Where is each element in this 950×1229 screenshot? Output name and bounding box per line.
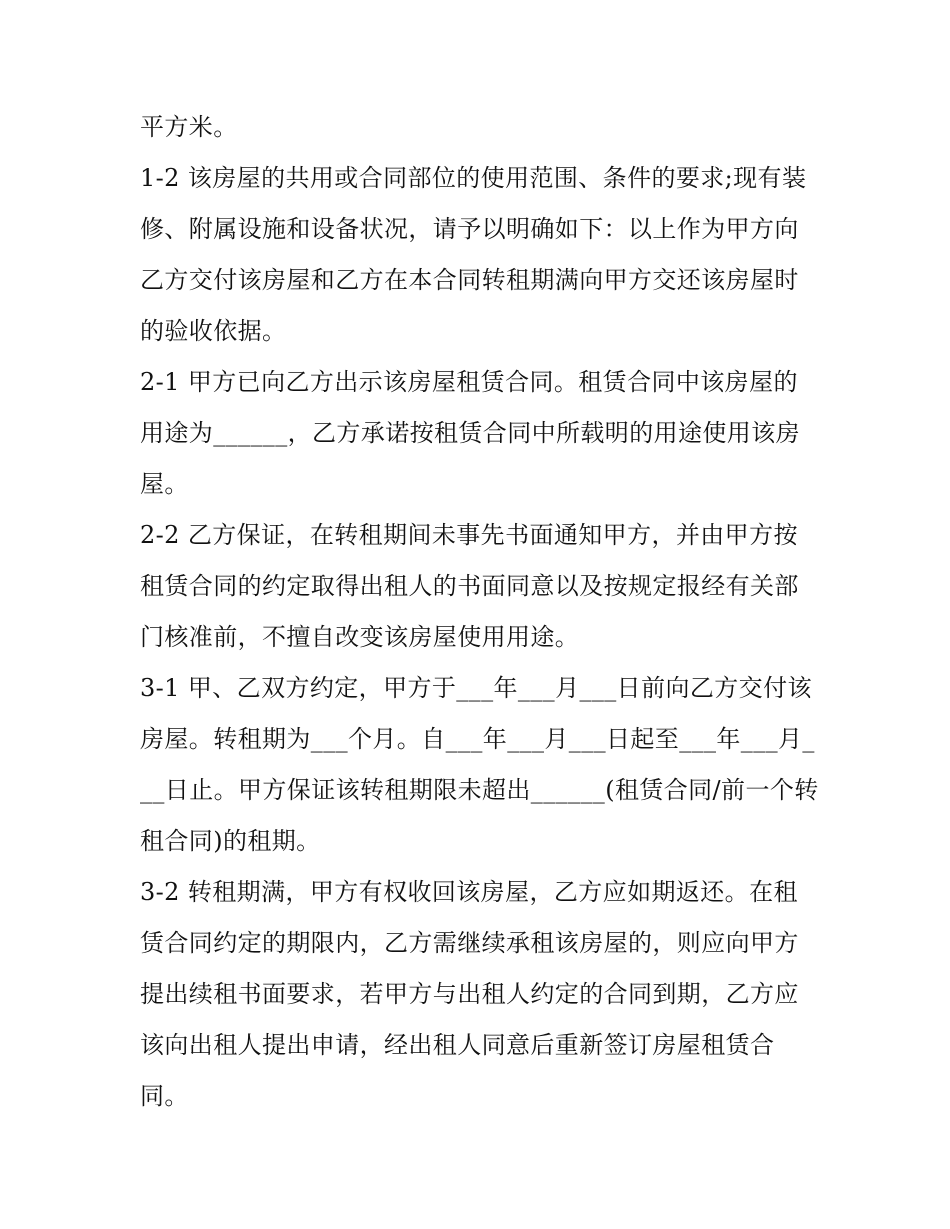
paragraph-clause-3-2: 3-2 转租期满，甲方有权收回该房屋，乙方应如期返还。在租赁合同约定的期限内，乙方需继续承租该房屋的，则应向甲方提出续租书面要求，若甲方与出租人约定的合同到期，乙方应该向出租人提出申请，经出租人同意后重新签订房屋租赁合同。 xyxy=(140,878,799,1110)
paragraph-clause-3-1: 3-1 甲、乙双方约定，甲方于___年___月___日前向乙方交付该房屋。转租期为___个月。自___年___月___日起至___年___月___日止。甲方保证该转租期限未超出______(租赁合同/前一个转租合同)的租期。 xyxy=(140,674,819,855)
paragraph-clause-2-2: 2-2 乙方保证，在转租期间未事先书面通知甲方，并由甲方按租赁合同的约定取得出租人的书面同意以及按规定报经有关部门核准前，不擅自改变该房屋使用用途。 xyxy=(140,521,799,651)
paragraph-clause-1-2: 1-2 该房屋的共用或合同部位的使用范围、条件的要求;现有装修、附属设施和设备状况，请予以明确如下：以上作为甲方向乙方交付该房屋和乙方在本合同转租期满向甲方交还该房屋时的验收依据。 xyxy=(140,164,807,345)
paragraph-area-unit: 平方米。 xyxy=(140,113,238,141)
paragraph-clause-2-1: 2-1 甲方已向乙方出示该房屋租赁合同。租赁合同中该房屋的用途为______，乙方承诺按租赁合同中所载明的用途使用该房屋。 xyxy=(140,368,800,498)
document-body xyxy=(140,102,820,1122)
